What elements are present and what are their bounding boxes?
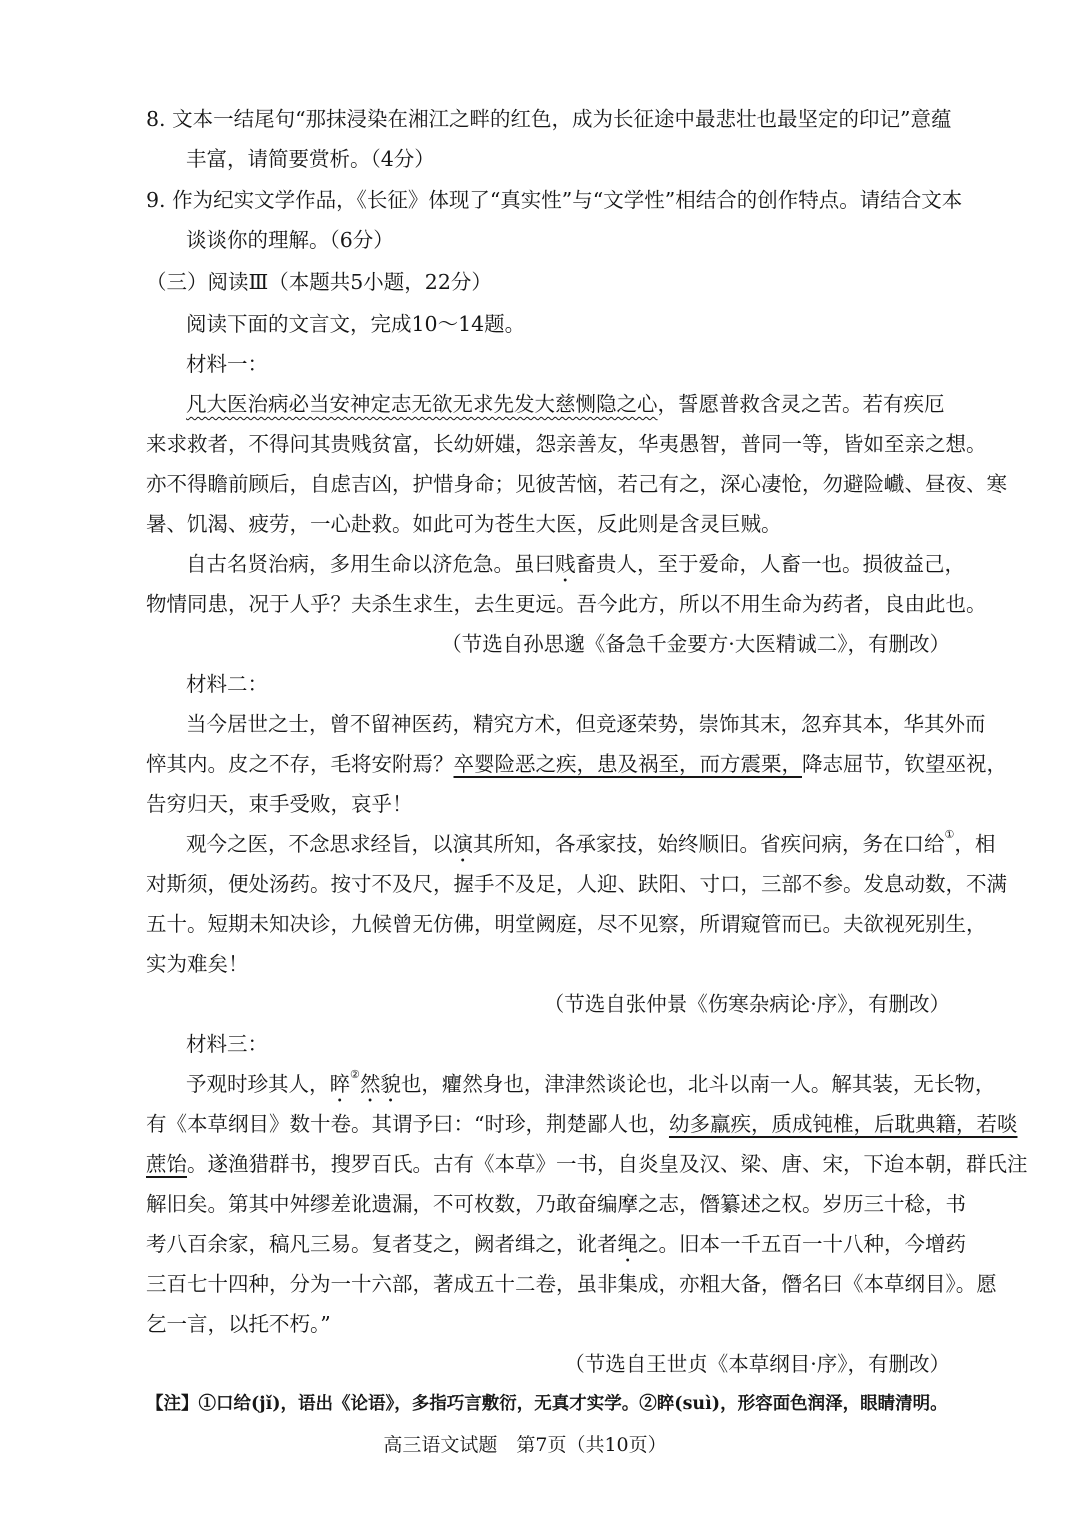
exam-page: 8. 文本一结尾句“那抹浸染在湘江之畔的红色，成为长征途中最悲壮也最坚定的印记”意蕴 丰富，请简要赏析。（4分） 9. 作为纪实文学作品，《长征》体现了“真实性”与“文学性”相结合的创作特点。请结合文本 谈谈你的理解。（6分） （三）阅读Ⅲ（本题共5小题，22分） 阅读下面的文言文，完成10～14题。 材料一： 凡大医治病必当安神定志无欲无求先发大慈恻隐之心，誓愿普救含灵之苦。若有疾厄 来求救者，不得问其贵贱贫富，长幼妍媸，怨亲善友，华夷愚智，普同一等，皆如至亲之想。 亦不得瞻前顾后，自虑吉凶，护惜身命；见彼苦恼，若己有之，深心凄怆，勿避险巇、昼夜、寒 暑、饥渴、疲劳，一心赴救。如此可为苍生大医，反此则是含灵巨贼。 自古名贤治病，多用生命以济危急。虽曰贱畜贵人，至于爱命，人畜一也。损彼益己， 物情同患，况于人乎？夫杀生求生，去生更远。吾今此方，所以不用生命为药者，良由此也。 （节选自孙思邈《备急千金要方·大医精诚二》，有删改） 材料二： 当今居世之士，曾不留神医药，精究方术，但竞逐荣势，崇饰其末，忽弃其本，华其外而 悴其内。皮之不存，毛将安附焉？卒婴险恶之疾，患及祸至，而方震栗，降志屈节，钦望巫祝， 告穷归天，束手受败，哀乎！ 观今之医，不念思求经旨，以演其所知，各承家技，始终顺旧。省疾问病，务在口给①，相 对斯须，便处汤药。按寸不及尺，握手不及足，人迎、趺阳、寸口，三部不参。发息动数，不满 五十。短期未知决诊，九候曾无仿佛，明堂阙庭，尽不见察，所谓窥管而已。夫欲视死别生， 实为难矣！ （节选自张仲景《伤寒杂病论·序》，有删改） 材料三： 予观时珍其人，睟②然貌也，癯然身也，津津然谈论也，北斗以南一人。解其装，无长物， 有《本草纲目》数十卷。其谓予曰：“时珍，荆楚鄙人也，幼多羸疾，质成钝椎，后耽典籍，若啖 蔗饴。遂渔猎群书，搜罗百氏。古有《本草》一书，自炎皇及汉、梁、唐、宋，下迨本朝，群氏注 解旧矣。第其中舛缪差讹遗漏，不可枚数，乃敢奋编摩之志，僭纂述之权。岁历三十稔，书 考八百余家，稿凡三易。复者芟之，阙者缉之，讹者绳之。旧本一千五百一十八种，今增药 三百七十四种，分为一十六部，著成五十二卷，虽非集成，亦粗大备，僭名曰《本草纲目》。愿 乞一言，以托不朽。” （节选自王世贞《本草纲目·序》，有删改） 【注】①口给(jǐ)，语出《论语》，多指巧言敷衍，无真才实学。②睟(suì)，形容面色润泽，眼睛清明。 高三语文试题 第7页（共10页）: [0, 0, 1080, 1529]
dotted-word: 贱: [555, 552, 576, 576]
footnote-ref: ②: [350, 1068, 360, 1081]
underlined-sentence: 幼多羸疾，质成钝椎，后耽典籍，若啖: [668, 1112, 1018, 1136]
underlined-sentence: 卒婴险恶之疾，患及祸至，而方震栗，: [453, 752, 802, 776]
section-title: （三）阅读Ⅲ（本题共5小题，22分）: [146, 270, 492, 294]
material-3-title: 材料三：: [186, 1032, 268, 1056]
material-1-paragraph-2: 自古名贤治病，多用生命以济危急。虽曰贱畜贵人，至于爱命，人畜一也。损彼益己，: [186, 552, 965, 576]
material-2-paragraph-2: 观今之医，不念思求经旨，以演其所知，各承家技，始终顺旧。省疾问病，务在口给①，相: [186, 828, 996, 856]
footnote-ref: ①: [944, 828, 955, 841]
material-2-source: （节选自张仲景《伤寒杂病论·序》，有删改）: [543, 992, 950, 1016]
material-1-title: 材料一：: [186, 352, 268, 376]
material-2-paragraph: 当今居世之士，曾不留神医药，精究方术，但竞逐荣势，崇饰其末，忽弃其本，华其外而: [186, 712, 986, 736]
wavy-underlined-sentence: 凡大医治病必当安神定志无欲无求先发大慈恻隐之心: [186, 392, 658, 416]
dotted-word: 睟: [329, 1072, 350, 1096]
question-8: 8. 文本一结尾句“那抹浸染在湘江之畔的红色，成为长征途中最悲壮也最坚定的印记”意蕴: [146, 107, 952, 131]
dotted-word: 绳: [617, 1232, 638, 1256]
dotted-word: 然貌: [359, 1072, 401, 1096]
material-3-source: （节选自王世贞《本草纲目·序》，有删改）: [564, 1352, 950, 1376]
underlined-sentence-end: 蔗饴: [146, 1152, 187, 1176]
question-9: 9. 作为纪实文学作品，《长征》体现了“真实性”与“文学性”相结合的创作特点。请结合文本: [146, 188, 963, 212]
instruction: 阅读下面的文言文，完成10～14题。: [186, 312, 526, 336]
material-2-title: 材料二：: [186, 672, 268, 696]
material-1-paragraph: 凡大医治病必当安神定志无欲无求先发大慈恻隐之心，誓愿普救含灵之苦。若有疾厄: [186, 392, 945, 416]
dotted-word: 演: [452, 832, 473, 856]
material-3-paragraph: 予观时珍其人，睟②然貌也，癯然身也，津津然谈论也，北斗以南一人。解其装，无长物，: [186, 1068, 996, 1096]
material-1-source: （节选自孙思邈《备急千金要方·大医精诚二》，有删改）: [441, 632, 950, 656]
page-footer: 高三语文试题 第7页（共10页）: [383, 1434, 667, 1456]
footnote: 【注】①口给(jǐ)，语出《论语》，多指巧言敷衍，无真才实学。②睟(suì)，形容面色润泽，眼睛清明。: [146, 1394, 948, 1414]
